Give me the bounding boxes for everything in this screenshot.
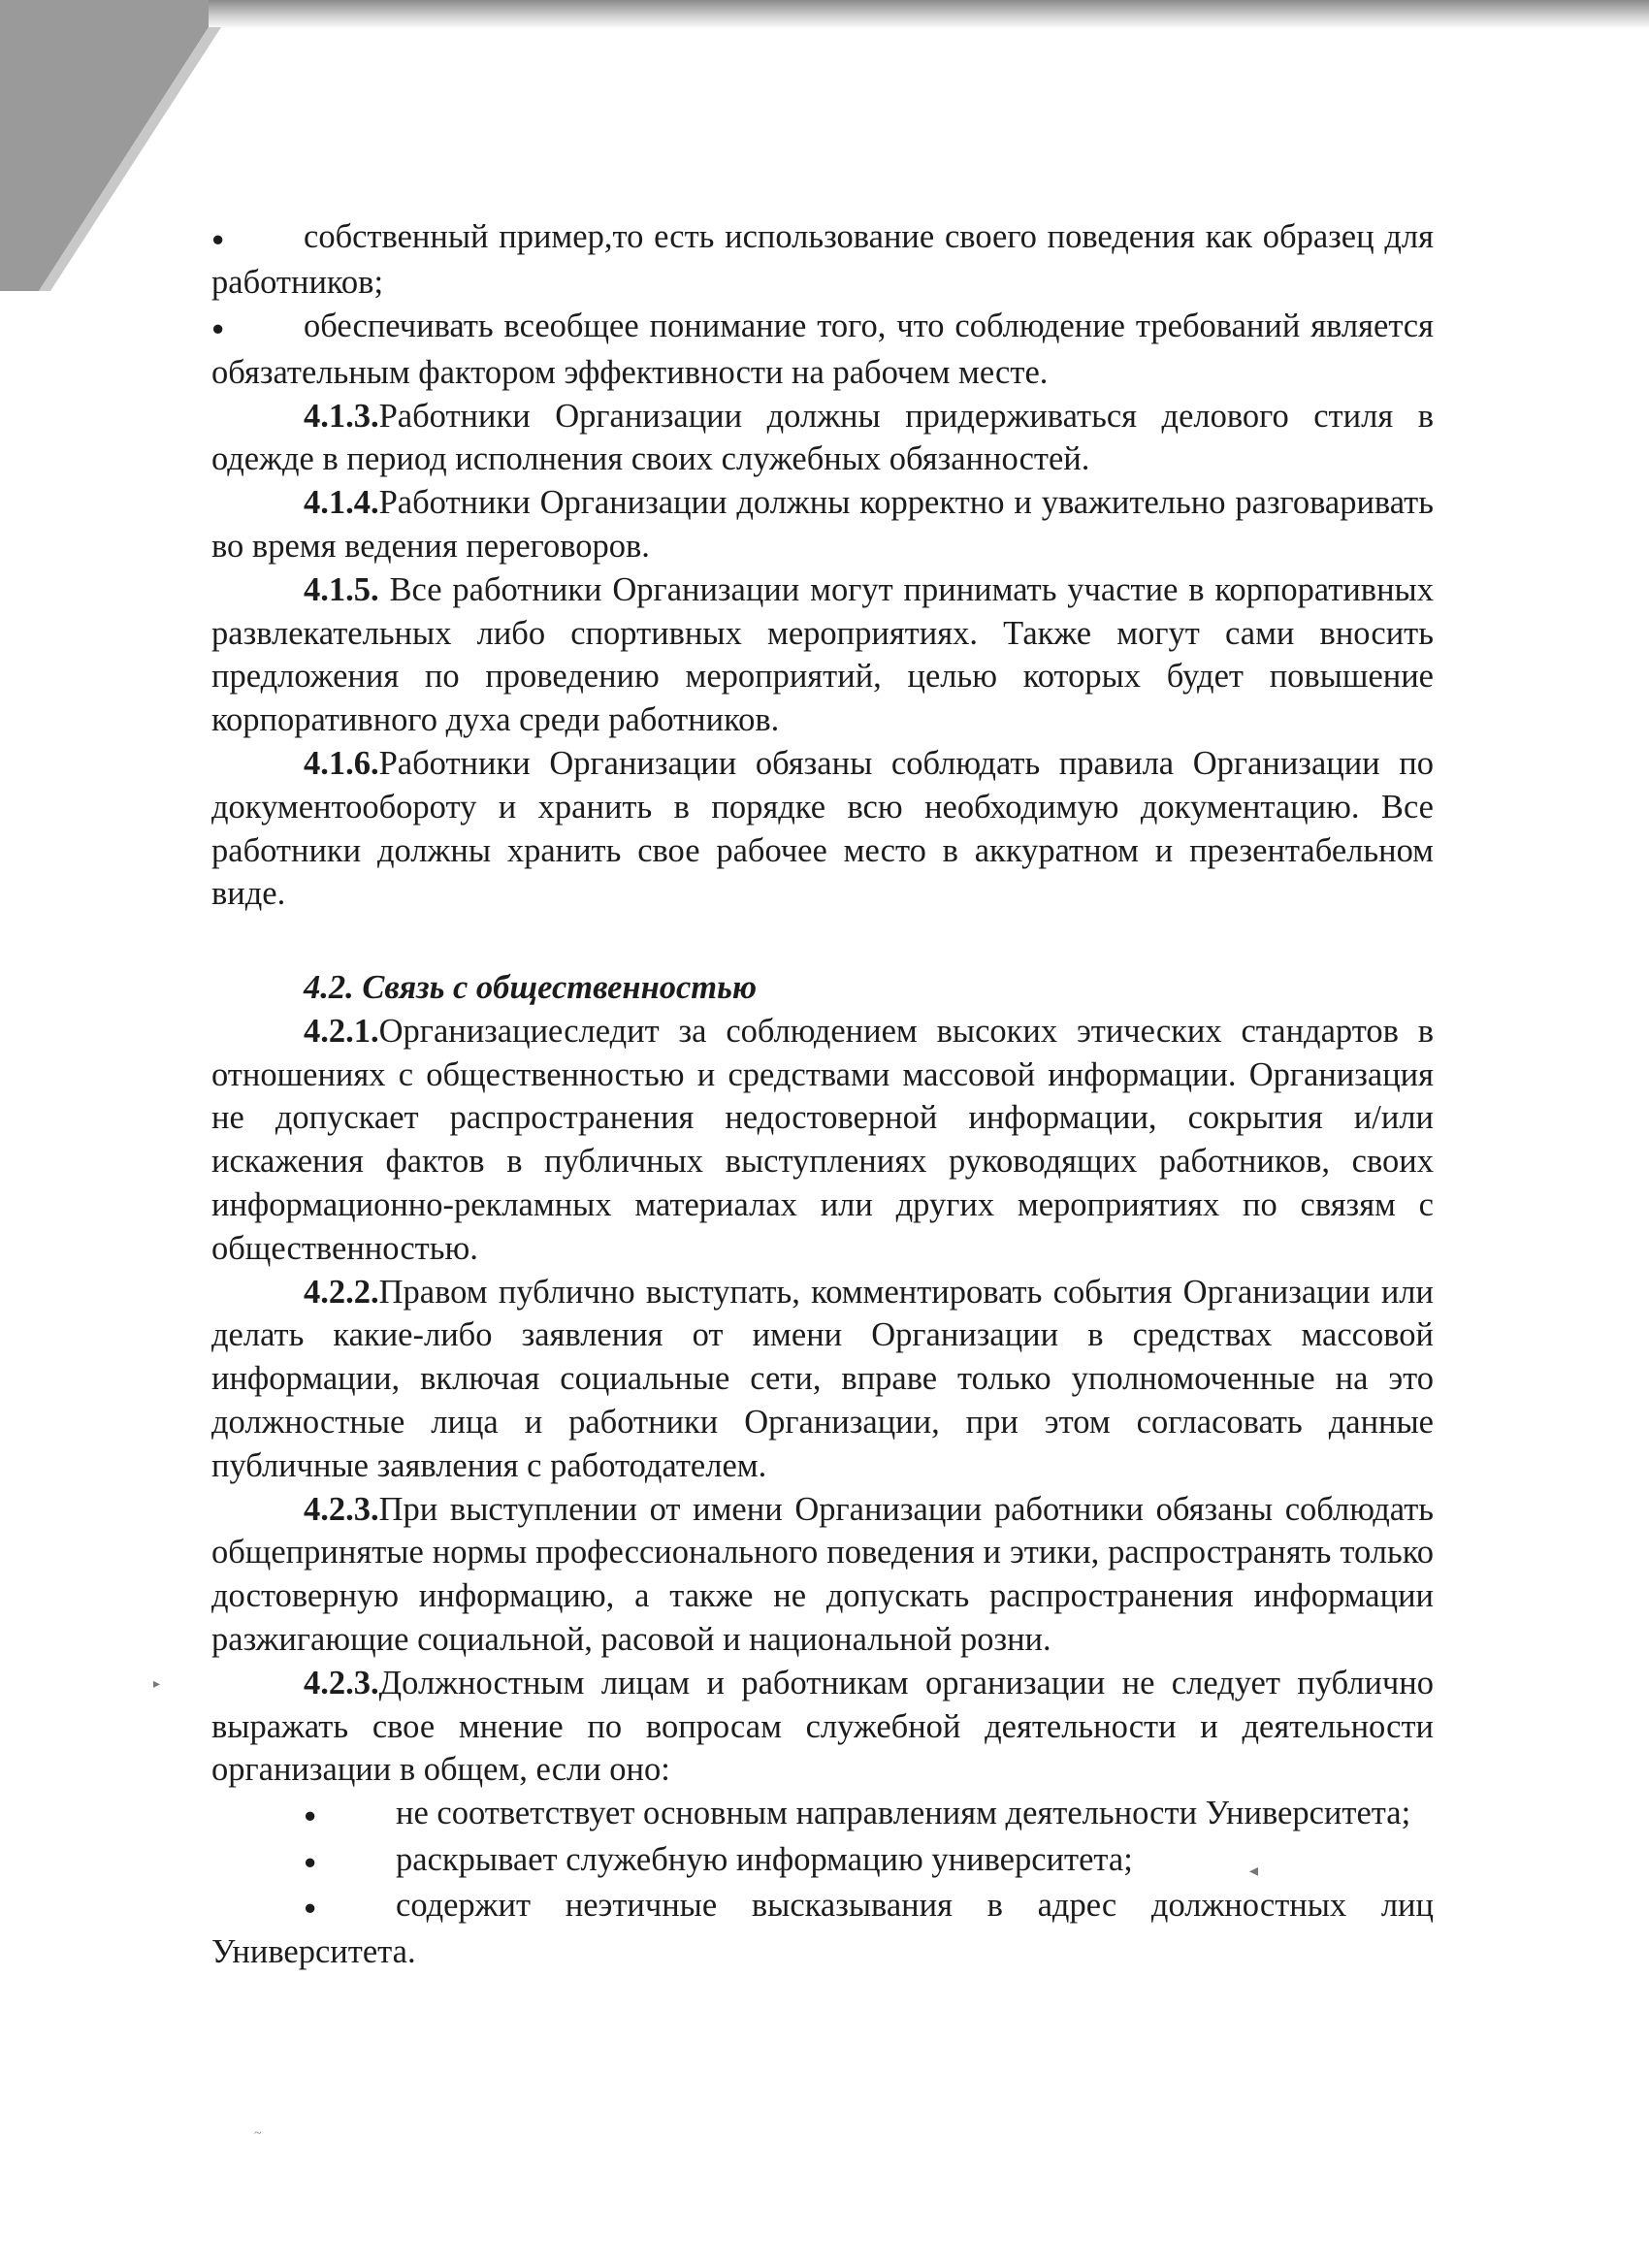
list-item: ● собственный пример,то есть использование своего поведения как образец для работников; xyxy=(211,215,1434,305)
paragraph-4-1-6: 4.1.6.Работники Организации обязаны соблюдать правила Организации по документообороту и хранить в порядке всю необходимую документацию. Все работники должны хранить свое рабочее место в аккуратном и презентабельном виде. xyxy=(211,744,1434,913)
scan-speck: ~ xyxy=(254,2126,262,2141)
document-page xyxy=(211,215,1434,1973)
section-heading: 4.2. Связь с общественностью xyxy=(304,969,758,1007)
bullet-icon: ● xyxy=(304,1895,317,1920)
paragraph-4-2-3-b: 4.2.3.Должностным лицам и работникам организации не следует публично выражать свое мнение по вопросам служебной деятельности и деятельности организации в общем, если оно: xyxy=(211,1664,1434,1789)
list-item: ● содержит неэтичные высказывания в адрес должностных лиц Университета. xyxy=(211,1884,1434,1973)
paragraph-4-1-5: 4.1.5. Все работники Организации могут принимать участие в корпоративных развлекательных либо спортивных мероприятиях. Также могут сами вносить предложения по проведению мероприятий, целью которых будет повышение корпоративного духа среди работников. xyxy=(211,570,1434,739)
bullet-icon: ● xyxy=(211,226,225,251)
paragraph-4-1-4: 4.1.4.Работники Организации должны корректно и уважительно разговаривать во время ведения переговоров. xyxy=(211,484,1434,565)
bullet-icon: ● xyxy=(211,315,225,340)
bullet-icon: ● xyxy=(304,1849,317,1874)
paragraph-4-2-2: 4.2.2.Правом публично выступать, комментировать события Организации или делать какие-либо заявления от имени Организации в средствах массовой информации, включая социальные сети, вправе только уполномоченные на это должностные лица и работники Организации, при этом согласовать данные публичные заявления с работодателем. xyxy=(211,1273,1434,1484)
list-item: ● не соответствует основным направлениям деятельности Университета; xyxy=(211,1792,1434,1837)
scan-speck: ◂ xyxy=(1249,1861,1259,1880)
spacer xyxy=(211,916,1434,966)
paragraph-4-2-1: 4.2.1.Организациеследит за соблюдением высоких этических стандартов в отношениях с общественностью и средствами массовой информации. Организация не допускает распространения недостоверной информации, сокрытия и/или искажения фактов в публичных выступлениях руководящих работников, своих информационно-рекламных материалах или других мероприятиях по связям с общественностью. xyxy=(211,1012,1434,1267)
paragraph-4-2-3-a: 4.2.3.При выступлении от имени Организации работники обязаны соблюдать общепринятые нормы профессионального поведения и этики, распространять только достоверную информацию, а также не допускать распространения информации разжигающие социальной, расовой и национальной розни. xyxy=(211,1490,1434,1659)
bullet-icon: ● xyxy=(304,1802,317,1828)
paragraph-4-1-3: 4.1.3.Работники Организации должны придерживаться делового стиля в одежде в период исполнения своих служебных обязанностей. xyxy=(211,397,1434,478)
list-item: ● раскрывает служебную информацию университета; xyxy=(211,1838,1434,1884)
list-item: ● обеспечивать всеобщее понимание того, что соблюдение требований является обязательным фактором эффективности на рабочем месте. xyxy=(211,305,1434,394)
scan-speck: ▸ xyxy=(153,1677,161,1692)
